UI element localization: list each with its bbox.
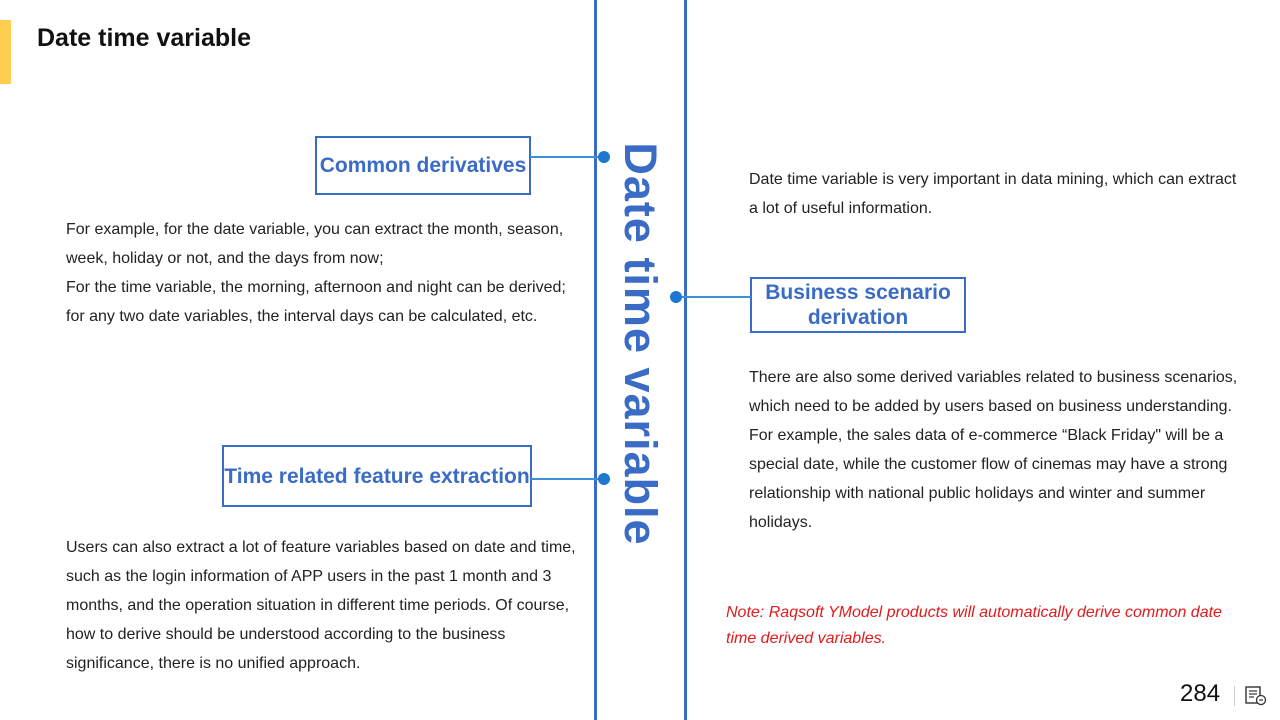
- common-derivatives-text: [66, 215, 566, 331]
- common-connector-line: [530, 156, 604, 158]
- business-connector-line: [676, 296, 751, 298]
- business-scenario-text: There are also some derived variables related to business scenarios, which need to be added by users based on business understanding. For example, the sales data of e-commerce “Black Friday" will be a special date, while the customer flow of cinemas may have a strong relationship with national public holidays and winter and summer holidays.: [749, 369, 1238, 531]
- notes-icon[interactable]: [1245, 686, 1267, 706]
- intro-text: Date time variable is very important in data mining, which can extract a lot of useful information.: [749, 171, 1237, 217]
- business-scenario-label: Business scenario derivation: [750, 277, 966, 333]
- title-accent-bar: [0, 20, 11, 84]
- common-text-time: For the time variable, the morning, afternoon and night can be derived; for any two date variables, the interval days can be calculated, etc.: [66, 279, 566, 325]
- time-related-connector-dot: [598, 473, 610, 485]
- common-connector-dot: [598, 151, 610, 163]
- time-related-connector-line: [531, 478, 604, 480]
- time-related-label: Time related feature extraction: [222, 445, 532, 507]
- page-title: Date time variable: [37, 24, 251, 52]
- time-related-text: Users can also extract a lot of feature variables based on date and time, such as the login information of APP users in the past 1 month and 3 months, and the operation situation in different time periods. Of course, how to derive should be understood according to the business significance, there is no unified approach.: [66, 539, 576, 672]
- product-note: Note: Raqsoft YModel products will automatically derive common date time derived variables.: [726, 604, 1222, 647]
- business-connector-dot: [670, 291, 682, 303]
- center-band-left-line: [594, 0, 597, 720]
- center-band-right-line: [684, 0, 687, 720]
- footer-separator: [1234, 686, 1235, 706]
- common-derivatives-label: Common derivatives: [315, 136, 531, 195]
- vertical-title: Date time variable: [615, 142, 666, 546]
- common-text-date: For example, for the date variable, you can extract the month, season, week, holiday or not, and the days from now;: [66, 221, 564, 267]
- page-number: 284: [1180, 680, 1221, 707]
